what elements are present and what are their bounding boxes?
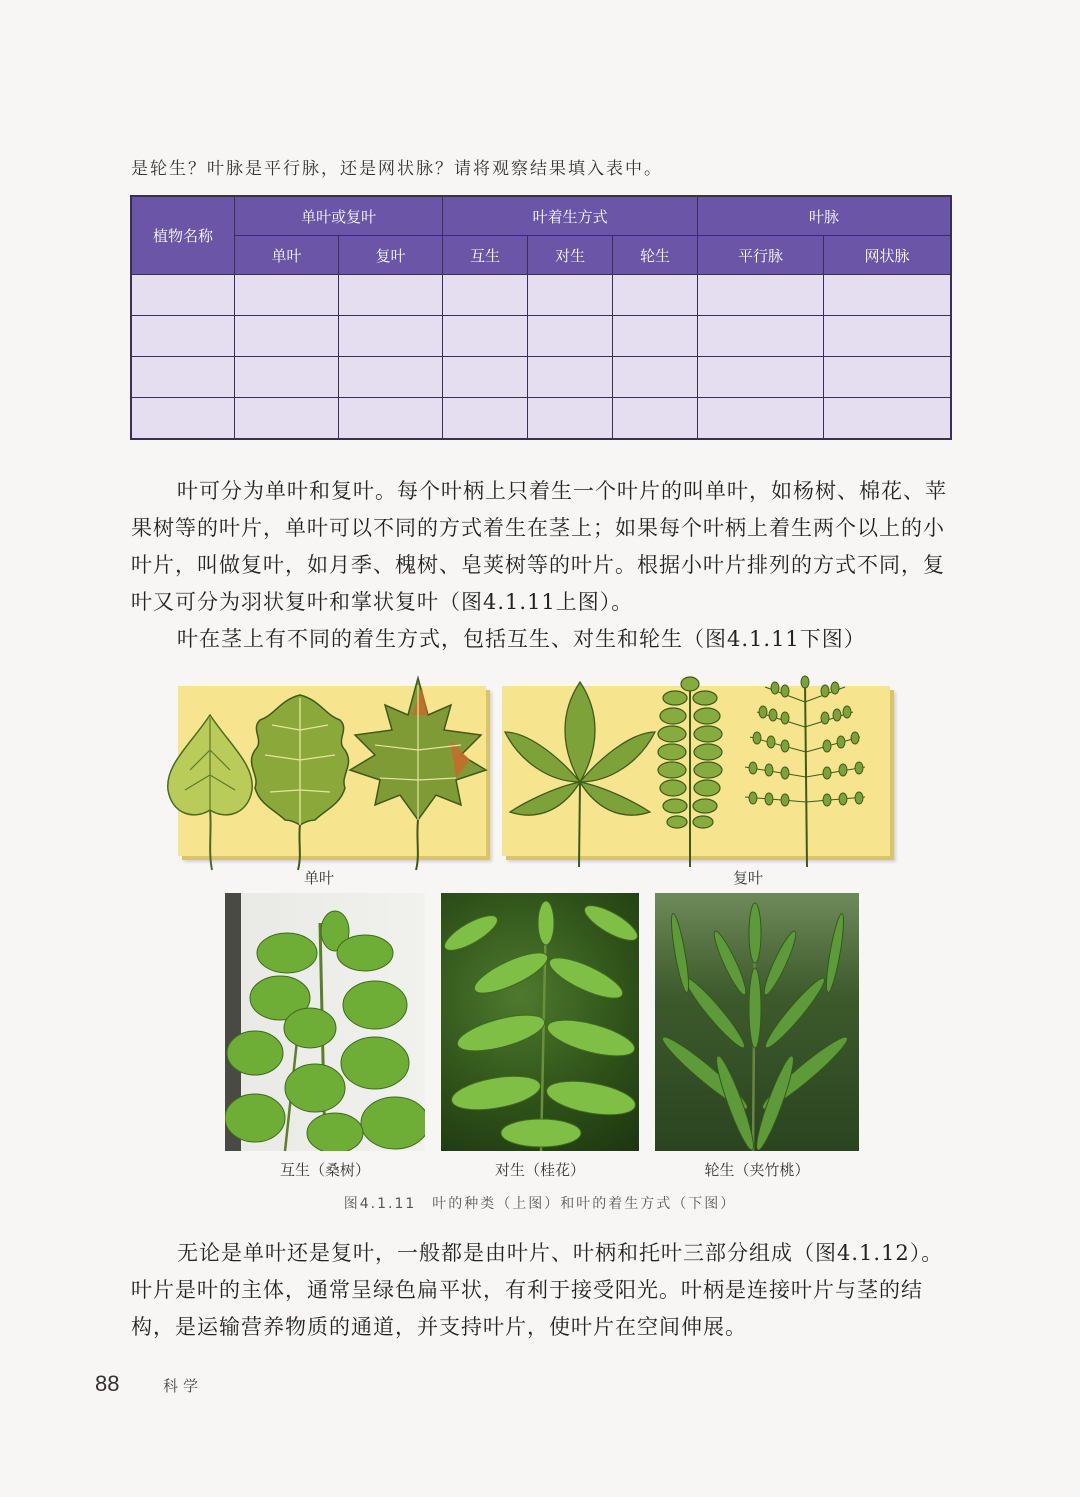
table-row xyxy=(131,357,951,398)
caption-opposite: 对生（桂花） xyxy=(494,1161,585,1179)
paragraph-leaf-arrangement: 叶在茎上有不同的着生方式，包括互生、对生和轮生（图4.1.11下图） xyxy=(177,627,866,651)
header-vein: 叶脉 xyxy=(698,196,952,236)
bipinnate-compound-leaf-icon xyxy=(745,676,865,867)
table-row xyxy=(131,316,951,357)
header-parallel-vein: 平行脉 xyxy=(698,236,824,275)
maple-leaf-icon xyxy=(350,678,486,870)
oleander-leaves-icon xyxy=(655,893,859,1151)
caption-alternate: 互生（桑树） xyxy=(279,1161,370,1179)
header-opposite: 对生 xyxy=(528,236,613,275)
oak-leaf-icon xyxy=(251,695,348,870)
poplar-leaf-icon xyxy=(168,715,252,870)
palmate-compound-leaf-icon xyxy=(505,682,655,867)
header-single-leaf: 单叶 xyxy=(235,236,339,275)
header-leaf-arrangement: 叶着生方式 xyxy=(443,196,698,236)
header-plant-name: 植物名称 xyxy=(131,196,235,275)
compound-leaf-label: 复叶 xyxy=(733,869,764,887)
single-leaf-illustration xyxy=(160,670,500,875)
photo-oleander-whorled xyxy=(655,893,859,1151)
compound-leaf-illustration xyxy=(495,672,895,872)
osmanthus-leaves-icon xyxy=(441,893,639,1151)
caption-whorled: 轮生（夹竹桃） xyxy=(704,1161,810,1179)
header-leaf-type: 单叶或复叶 xyxy=(235,196,443,236)
page-number: 88 xyxy=(95,1371,120,1396)
header-whorled: 轮生 xyxy=(613,236,698,275)
table-row xyxy=(131,275,951,316)
photo-mulberry-alternate xyxy=(225,893,425,1151)
figure-caption: 图4.1.11 叶的种类（上图）和叶的着生方式（下图） xyxy=(343,1196,737,1212)
paragraph-leaf-structure: 无论是单叶还是复叶，一般都是由叶片、叶柄和托叶三部分组成（图4.1.12）。叶片是叶的主体，通常呈绿色扁平状，有利于接受阳光。叶柄是连接叶片与茎的结构，是运输营养物质的通道，并支持叶片，使叶片在空间伸展。 xyxy=(131,1241,944,1339)
header-alternate: 互生 xyxy=(443,236,528,275)
table-row xyxy=(131,398,951,440)
photo-osmanthus-opposite xyxy=(441,893,639,1151)
intro-text: 是轮生？叶脉是平行脉，还是网状脉？请将观察结果填入表中。 xyxy=(131,159,663,179)
subject-label: 科学 xyxy=(163,1377,204,1395)
single-leaf-label: 单叶 xyxy=(304,869,335,887)
header-net-vein: 网状脉 xyxy=(824,236,951,275)
mulberry-leaves-icon xyxy=(225,893,425,1151)
paragraph-leaf-types: 叶可分为单叶和复叶。每个叶柄上只着生一个叶片的叫单叶，如杨树、棉花、苹果树等的叶片，单叶可以不同的方式着生在茎上；如果每个叶柄上着生两个以上的小叶片，叫做复叶，如月季、槐树、皂荚树等的叶片。根据小叶片排列的方式不同，复叶又可分为羽状复叶和掌状复叶（图4.1.11上图）。 xyxy=(131,479,947,614)
observation-table xyxy=(130,195,952,440)
header-compound-leaf: 复叶 xyxy=(339,236,443,275)
pinnate-compound-leaf-icon xyxy=(658,677,722,867)
